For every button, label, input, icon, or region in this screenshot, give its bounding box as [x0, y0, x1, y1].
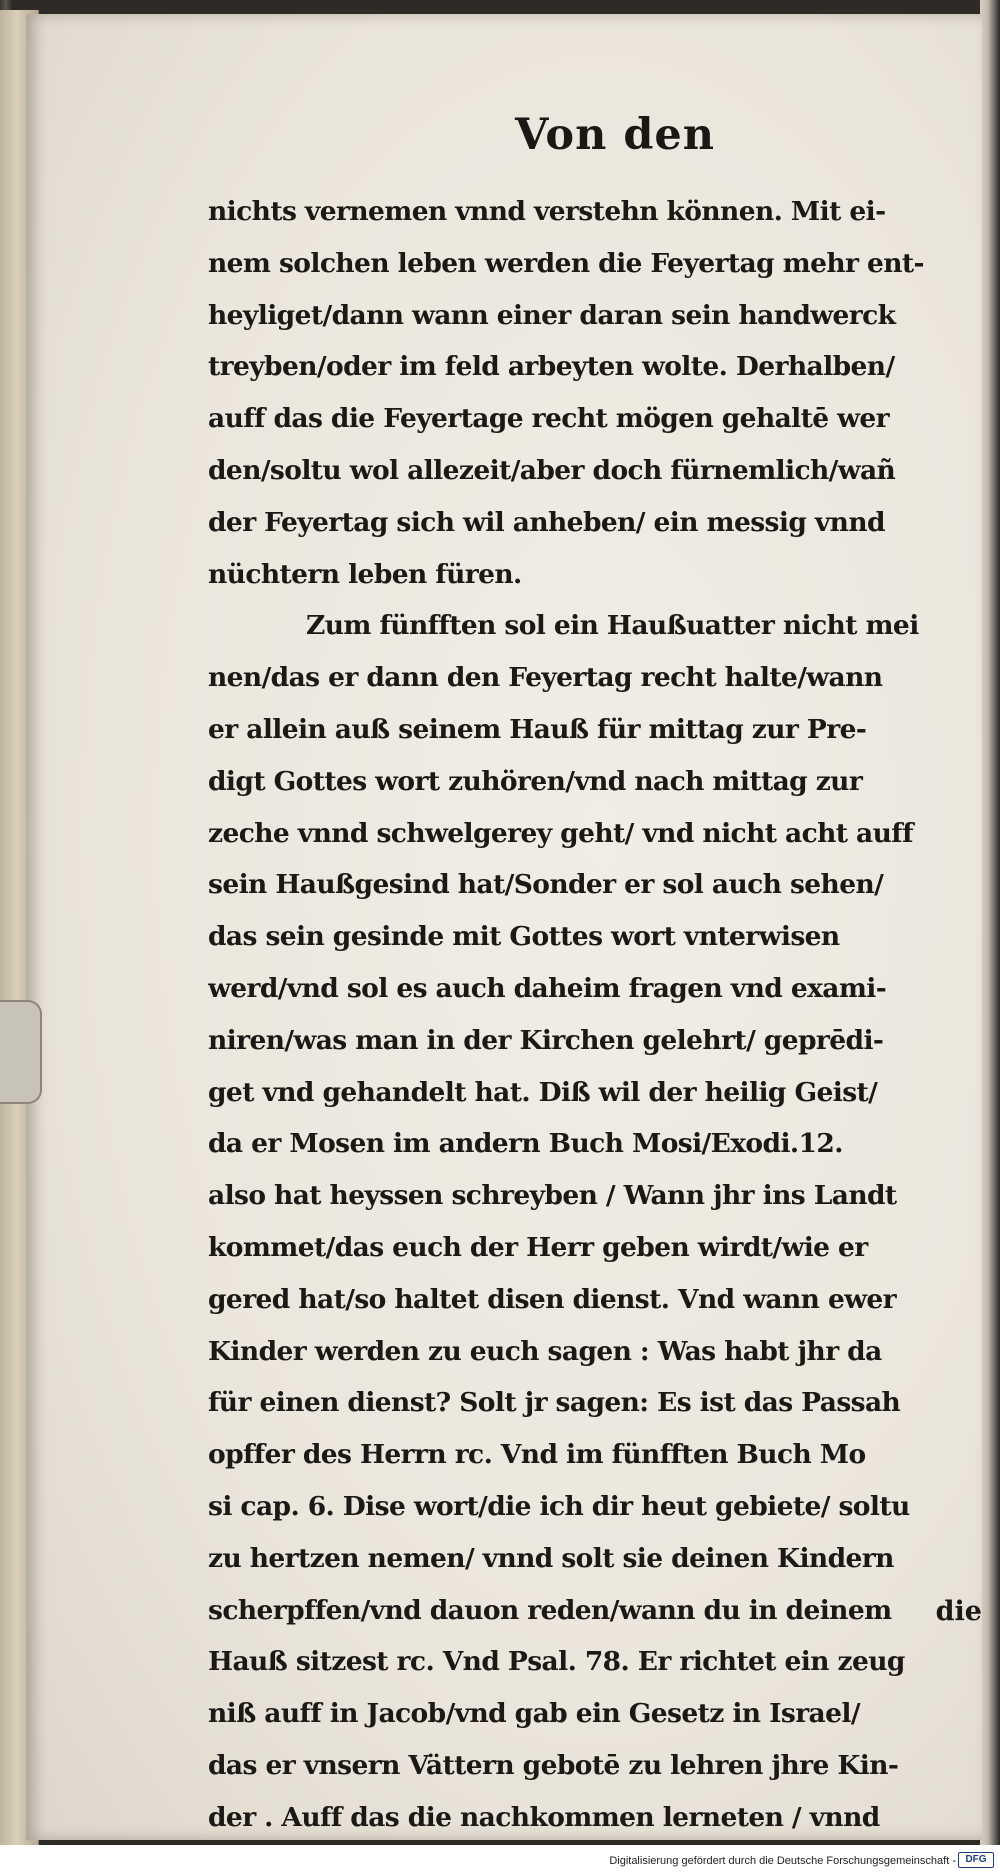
text-line: der . Auff das die nachkommen lerneten / vnnd — [208, 1801, 880, 1833]
text-line: kommet/das euch der Herr geben wirdt/wie er — [208, 1231, 868, 1263]
text-line: si cap. 6. Dise wort/die ich dir heut gebiete/ soltu — [208, 1490, 910, 1522]
catchword: die — [935, 1596, 982, 1627]
text-line: niß auff in Jacob/vnd gab ein Gesetz in Israel/ — [208, 1698, 860, 1730]
text-line: Kinder werden zu euch sagen : Was habt jhr da — [208, 1335, 882, 1367]
running-heading: Von den — [515, 110, 716, 160]
text-line: heyliget/dann wann einer daran sein handwerck — [208, 299, 896, 331]
text-line: nüchtern leben füren. — [208, 558, 522, 590]
text-line: Zum fünfften sol ein Haußuatter nicht mei — [306, 610, 919, 642]
text-line: opffer des Herrn rc. Vnd im fünfften Buch Mo — [208, 1439, 866, 1471]
text-line: auff das die Feyertage recht mögen gehaltē wer — [208, 403, 890, 435]
book-clasp — [0, 1000, 42, 1104]
body-text — [208, 186, 984, 1844]
text-line: digt Gottes wort zuhören/vnd nach mittag zur — [208, 765, 863, 797]
text-line: gered hat/so haltet disen dienst. Vnd wann ewer — [208, 1283, 897, 1315]
text-line: nichts vernemen vnnd verstehn können. Mit ei- — [208, 196, 886, 227]
text-line: das er vnsern Vättern gebotē zu lehren jhre Kin- — [208, 1749, 899, 1781]
text-line: get vnd gehandelt hat. Diß wil der heilig Geist/ — [208, 1076, 878, 1108]
dfg-logo-icon: DFG — [958, 1852, 994, 1868]
text-line: das sein gesinde mit Gottes wort vnterwisen — [208, 921, 840, 953]
text-line: der Feyertag sich wil anheben/ ein messig vnnd — [208, 506, 885, 538]
text-line: nen/das er dann den Feyertag recht halte/wann — [208, 662, 883, 694]
text-line: also hat heyssen schreyben / Wann jhr ins Landt — [208, 1180, 897, 1212]
text-line: werd/vnd sol es auch daheim fragen vnd exami- — [208, 972, 887, 1004]
text-line: nem solchen leben werden die Feyertag mehr ent- — [208, 247, 924, 279]
text-line: er allein auß seinem Hauß für mittag zur Pre- — [208, 713, 867, 745]
text-line: scherpffen/vnd dauon reden/wann du in deinem — [208, 1594, 892, 1626]
text-line: da er Mosen im andern Buch Mosi/Exodi.12. — [208, 1128, 843, 1160]
funding-credit: Digitalisierung gefördert durch die Deutsche Forschungsgemeinschaft - — [609, 1855, 956, 1867]
text-line: niren/was man in der Kirchen gelehrt/ geprēdi- — [208, 1024, 884, 1056]
text-line: sein Haußgesind hat/Sonder er sol auch sehen/ — [208, 869, 884, 901]
text-line: zu hertzen nemen/ vnnd solt sie deinen Kindern — [208, 1542, 894, 1574]
text-line: zeche vnnd schwelgerey geht/ vnd nicht acht auff — [208, 817, 913, 849]
footer-bar — [0, 1845, 1000, 1873]
text-line: für einen dienst? Solt jr sagen: Es ist das Passah — [208, 1387, 901, 1419]
text-line: den/soltu wol allezeit/aber doch fürnemlich/wañ — [208, 454, 896, 486]
text-line: treyben/oder im feld arbeyten wolte. Derhalben/ — [208, 351, 895, 383]
text-line: Hauß sitzest rc. Vnd Psal. 78. Er richtet ein zeug — [208, 1646, 905, 1678]
